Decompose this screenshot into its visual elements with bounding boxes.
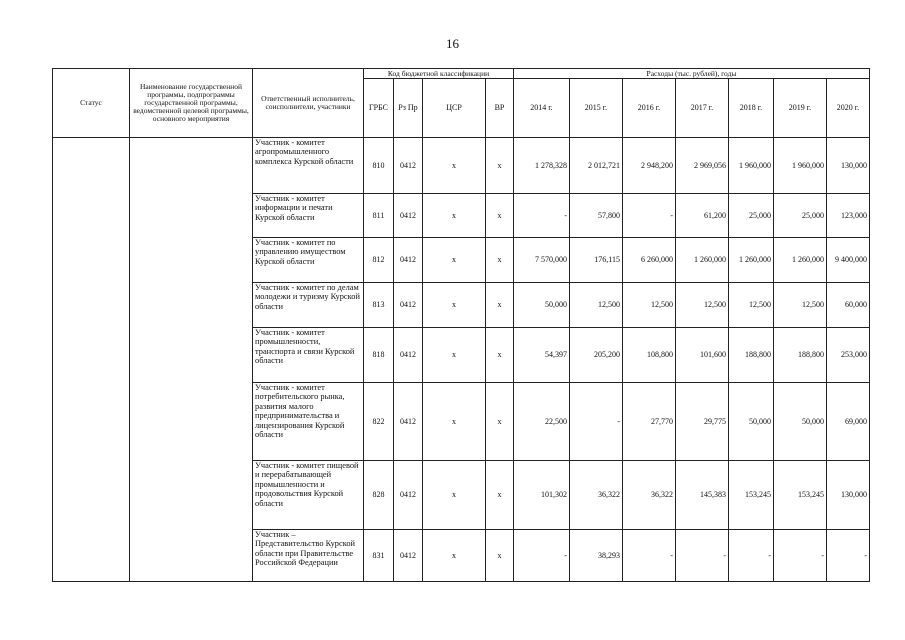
table-row — [53, 138, 870, 194]
value-cell: 12,500 — [729, 283, 774, 328]
executor-cell: Участник – Представительство Курской области при Правительстве Российской Федерации — [253, 530, 364, 582]
value-cell: 1 260,000 — [774, 238, 827, 283]
value-cell: 1 260,000 — [729, 238, 774, 283]
grbs-cell: 813 — [364, 283, 394, 328]
grbs-cell: 822 — [364, 383, 394, 461]
header-vr: ВР — [486, 79, 514, 138]
csr-cell: х — [423, 238, 486, 283]
rzpr-cell: 0412 — [394, 194, 423, 238]
header-year-2015: 2015 г. — [570, 79, 623, 138]
grbs-cell: 828 — [364, 461, 394, 530]
value-cell: 12,500 — [623, 283, 676, 328]
header-status: Статус — [53, 69, 130, 138]
value-cell: 12,500 — [570, 283, 623, 328]
value-cell: 205,200 — [570, 328, 623, 383]
header-grbs: ГРБС — [364, 79, 394, 138]
rzpr-cell: 0412 — [394, 138, 423, 194]
rzpr-cell: 0412 — [394, 461, 423, 530]
header-year-2017: 2017 г. — [676, 79, 729, 138]
value-cell: - — [514, 530, 570, 582]
value-cell: 61,200 — [676, 194, 729, 238]
rzpr-cell: 0412 — [394, 530, 423, 582]
value-cell: 57,800 — [570, 194, 623, 238]
value-cell: - — [676, 530, 729, 582]
rzpr-cell: 0412 — [394, 283, 423, 328]
executor-cell: Участник - комитет пищевой и перерабатывающей промышленности и продовольствия Курской области — [253, 461, 364, 530]
value-cell: 1 960,000 — [729, 138, 774, 194]
header-csr: ЦСР — [423, 79, 486, 138]
value-cell: - — [729, 530, 774, 582]
value-cell: - — [514, 194, 570, 238]
header-budget-code: Код бюджетной классификации — [364, 69, 514, 79]
header-executor: Ответственный исполнитель, соисполнители, участники — [253, 69, 364, 138]
budget-table — [52, 68, 870, 582]
header-year-2020: 2020 г. — [827, 79, 870, 138]
csr-cell: х — [423, 383, 486, 461]
value-cell: 130,000 — [827, 461, 870, 530]
value-cell: 188,800 — [774, 328, 827, 383]
value-cell: 101,302 — [514, 461, 570, 530]
value-cell: 2 012,721 — [570, 138, 623, 194]
vr-cell: х — [486, 530, 514, 582]
value-cell: 38,293 — [570, 530, 623, 582]
grbs-cell: 812 — [364, 238, 394, 283]
csr-cell: х — [423, 138, 486, 194]
value-cell: 27,770 — [623, 383, 676, 461]
value-cell: 25,000 — [729, 194, 774, 238]
value-cell: 22,500 — [514, 383, 570, 461]
value-cell: - — [774, 530, 827, 582]
vr-cell: х — [486, 238, 514, 283]
value-cell: 2 969,056 — [676, 138, 729, 194]
value-cell: 123,000 — [827, 194, 870, 238]
executor-cell: Участник - комитет промышленности, транспорта и связи Курской области — [253, 328, 364, 383]
name-cell — [130, 138, 253, 582]
csr-cell: х — [423, 194, 486, 238]
grbs-cell: 831 — [364, 530, 394, 582]
value-cell: 69,000 — [827, 383, 870, 461]
value-cell: 6 260,000 — [623, 238, 676, 283]
value-cell: 50,000 — [774, 383, 827, 461]
value-cell: 101,600 — [676, 328, 729, 383]
vr-cell: х — [486, 194, 514, 238]
csr-cell: х — [423, 283, 486, 328]
executor-cell: Участник - комитет агропромышленного комплекса Курской области — [253, 138, 364, 194]
value-cell: 1 960,000 — [774, 138, 827, 194]
csr-cell: х — [423, 530, 486, 582]
header-rzpr: Рз Пр — [394, 79, 423, 138]
header-year-2014: 2014 г. — [514, 79, 570, 138]
status-cell — [53, 138, 130, 582]
value-cell: 50,000 — [729, 383, 774, 461]
value-cell: 253,000 — [827, 328, 870, 383]
csr-cell: х — [423, 461, 486, 530]
value-cell: 12,500 — [774, 283, 827, 328]
value-cell: 2 948,200 — [623, 138, 676, 194]
grbs-cell: 810 — [364, 138, 394, 194]
csr-cell: х — [423, 328, 486, 383]
value-cell: 25,000 — [774, 194, 827, 238]
value-cell: 36,322 — [570, 461, 623, 530]
rzpr-cell: 0412 — [394, 328, 423, 383]
vr-cell: х — [486, 383, 514, 461]
value-cell: - — [827, 530, 870, 582]
executor-cell: Участник - комитет по делам молодежи и туризму Курской области — [253, 283, 364, 328]
value-cell: - — [570, 383, 623, 461]
executor-cell: Участник - комитет по управлению имуществом Курской области — [253, 238, 364, 283]
grbs-cell: 811 — [364, 194, 394, 238]
value-cell: 1 260,000 — [676, 238, 729, 283]
value-cell: 54,397 — [514, 328, 570, 383]
executor-cell: Участник - комитет потребительского рынка, развития малого предпринимательства и лицензирования Курской области — [253, 383, 364, 461]
value-cell: 50,000 — [514, 283, 570, 328]
value-cell: 12,500 — [676, 283, 729, 328]
value-cell: 29,775 — [676, 383, 729, 461]
value-cell: - — [623, 530, 676, 582]
header-year-2019: 2019 г. — [774, 79, 827, 138]
grbs-cell: 818 — [364, 328, 394, 383]
value-cell: 36,322 — [623, 461, 676, 530]
header-year-2016: 2016 г. — [623, 79, 676, 138]
vr-cell: х — [486, 283, 514, 328]
value-cell: 108,800 — [623, 328, 676, 383]
value-cell: 130,000 — [827, 138, 870, 194]
value-cell: 145,383 — [676, 461, 729, 530]
value-cell: - — [623, 194, 676, 238]
value-cell: 176,115 — [570, 238, 623, 283]
page-number: 16 — [446, 36, 459, 51]
header-year-2018: 2018 г. — [729, 79, 774, 138]
value-cell: 60,000 — [827, 283, 870, 328]
rzpr-cell: 0412 — [394, 238, 423, 283]
value-cell: 153,245 — [729, 461, 774, 530]
vr-cell: х — [486, 138, 514, 194]
vr-cell: х — [486, 461, 514, 530]
value-cell: 7 570,000 — [514, 238, 570, 283]
value-cell: 188,800 — [729, 328, 774, 383]
vr-cell: х — [486, 328, 514, 383]
executor-cell: Участник - комитет информации и печати Курской области — [253, 194, 364, 238]
value-cell: 153,245 — [774, 461, 827, 530]
rzpr-cell: 0412 — [394, 383, 423, 461]
value-cell: 1 278,328 — [514, 138, 570, 194]
value-cell: 9 400,000 — [827, 238, 870, 283]
header-expenses: Расходы (тыс. рублей), годы — [514, 69, 870, 79]
header-name: Наименование государственной программы, подпрограммы государственной программы, ведомственной целевой программы, основного мероприятия — [130, 69, 253, 138]
